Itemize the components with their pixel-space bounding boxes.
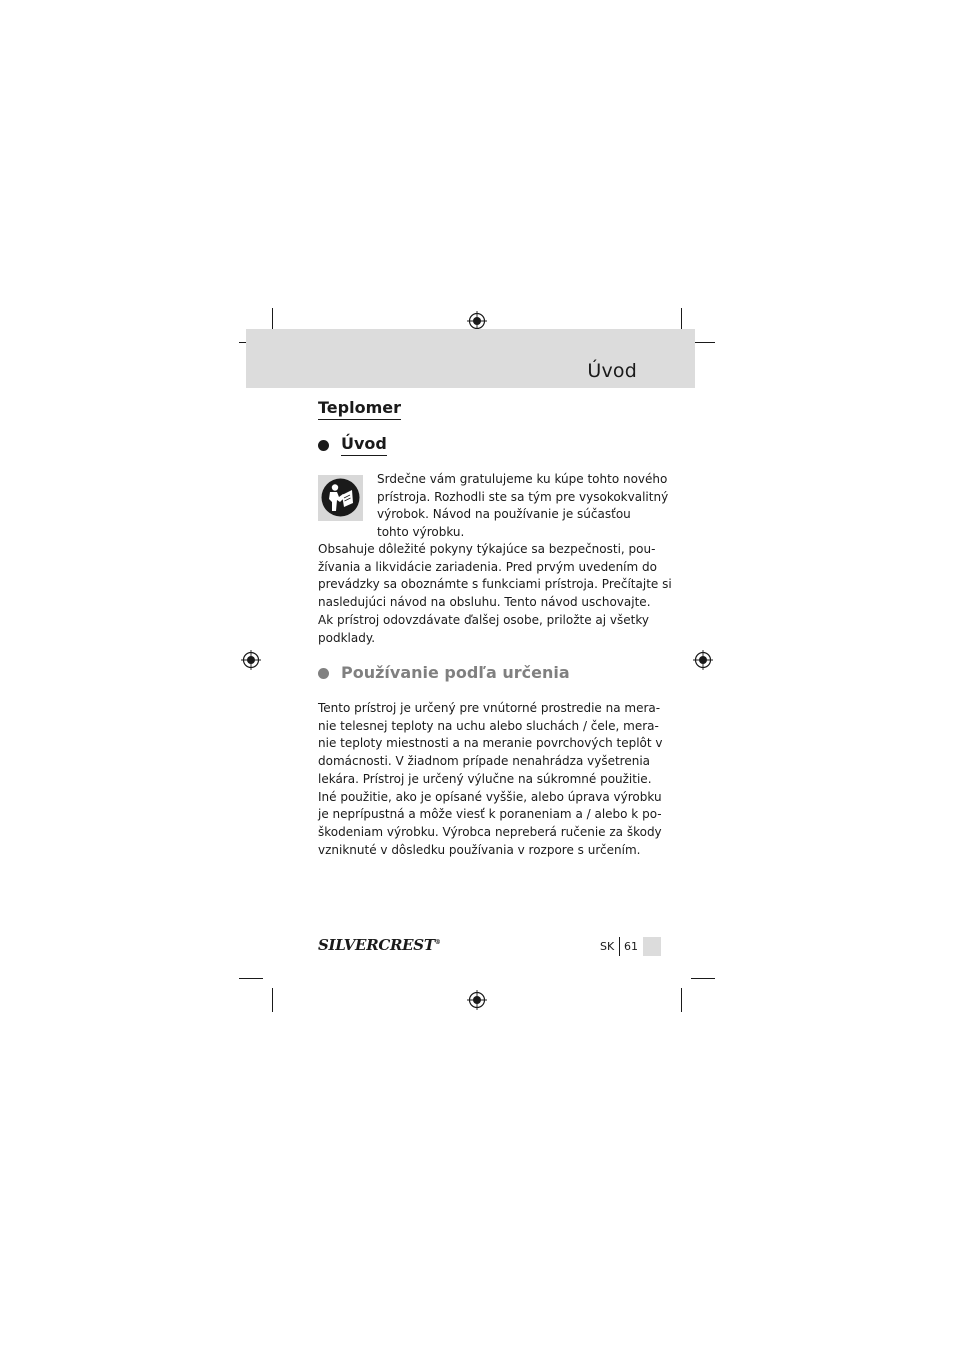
text-line: vzniknuté v dôsledku používania v rozpore s určením. xyxy=(318,842,641,857)
text-line: nie teploty miestnosti a na meranie povrchových teplôt v xyxy=(318,736,663,751)
text-line: Srdečne vám gratulujeme ku kúpe tohto nového xyxy=(377,472,668,486)
registration-mark-bottom-icon xyxy=(467,990,487,1010)
document-title: Teplomer xyxy=(318,398,401,420)
text-line: je neprípustná a môže viesť k poraneniam a / alebo k po- xyxy=(318,807,662,822)
header-title: Úvod xyxy=(587,360,637,382)
text-line: nie telesnej teploty na uchu alebo sluchách / čele, mera- xyxy=(318,718,659,733)
text-line: nasledujúci návod na obsluhu. Tento návod uschovajte. xyxy=(318,595,651,610)
text-line: prevádzky sa oboznámte s funkciami prístroja. Prečítajte si xyxy=(318,577,672,592)
crop-mark-br-horizontal xyxy=(691,978,715,979)
bullet-icon xyxy=(318,668,329,679)
text-line: lekára. Prístroj je určený výlučne na súkromné použitie. xyxy=(318,771,652,786)
text-line: prístroja. Rozhodli ste sa tým pre vysokokvalitný xyxy=(377,489,669,504)
text-line: škodeniam výrobku. Výrobca nepreberá ručenie za škody xyxy=(318,824,662,839)
intro-text-block-1 xyxy=(377,471,669,542)
section-heading-intended-use xyxy=(318,663,570,684)
page-number: 61 xyxy=(624,940,638,953)
crop-mark-br-vertical xyxy=(681,988,682,1012)
section-heading-intended-use-text: Používanie podľa určenia xyxy=(341,663,570,682)
registration-mark-right-icon xyxy=(693,650,713,670)
intro-text-block-2 xyxy=(318,541,672,647)
section-heading-intro xyxy=(318,434,387,456)
text-line: Tento prístroj je určený pre vnútorné prostredie na mera- xyxy=(318,701,661,715)
header-band xyxy=(246,329,695,388)
bullet-icon xyxy=(318,440,329,451)
page-language: SK xyxy=(600,940,615,953)
section-heading-intro-text: Úvod xyxy=(341,434,387,456)
text-line: tohto výrobku. xyxy=(377,525,465,540)
text-line: podklady. xyxy=(318,630,376,645)
registration-mark-left-icon xyxy=(241,650,261,670)
text-line: Iné použitie, ako je opísané vyššie, alebo úprava výrobku xyxy=(318,789,662,804)
read-manual-icon xyxy=(318,475,363,521)
registration-mark-top-icon xyxy=(467,311,487,331)
text-line: Ak prístroj odovzdávate ďalšej osobe, priložte aj všetky xyxy=(318,612,649,627)
brand-name: SILVERCREST xyxy=(318,936,435,954)
brand-registered-mark: ® xyxy=(434,939,441,946)
text-line: domácnosti. V žiadnom prípade nenahrádza vyšetrenia xyxy=(318,754,651,769)
text-line: žívania a likvidácie zariadenia. Pred prvým uvedením do xyxy=(318,559,657,574)
crop-mark-bl-horizontal xyxy=(239,978,263,979)
page-tab-marker xyxy=(643,937,661,956)
intended-use-text-block xyxy=(318,700,663,859)
page-number-divider xyxy=(619,937,620,956)
text-line: výrobok. Návod na používanie je súčasťou xyxy=(377,507,631,522)
brand-logo xyxy=(318,936,440,954)
text-line: Obsahuje dôležité pokyny týkajúce sa bezpečnosti, pou- xyxy=(318,542,656,556)
crop-mark-bl-vertical xyxy=(272,988,273,1012)
